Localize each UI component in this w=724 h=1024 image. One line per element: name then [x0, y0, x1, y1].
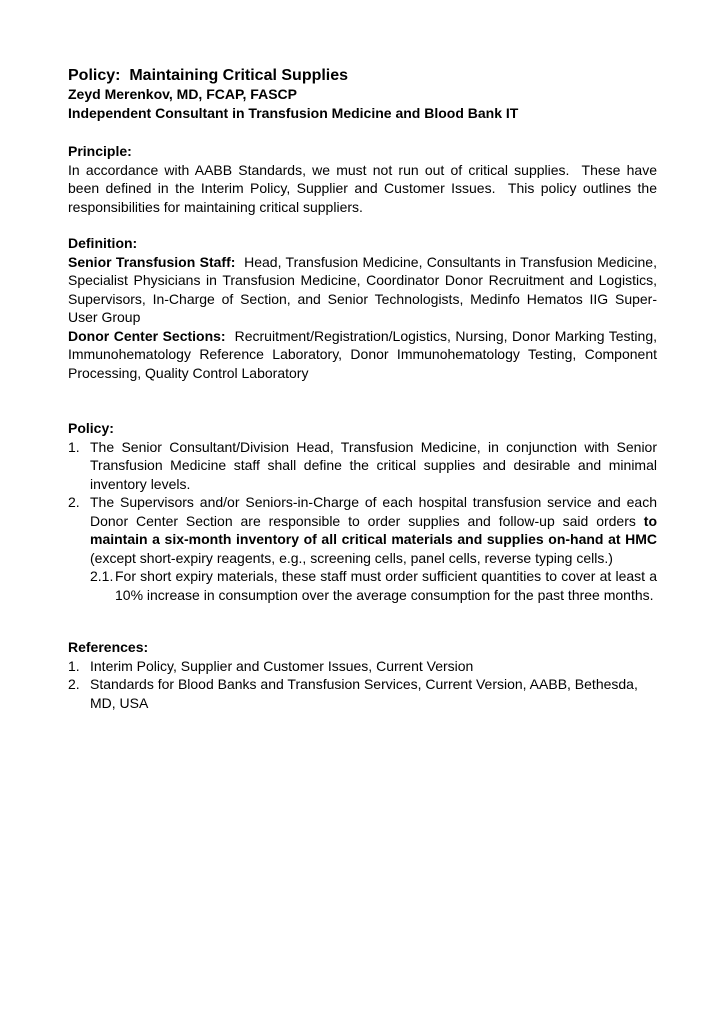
policy-item-text-after: (except short-expiry reagents, e.g., screening cells, panel cells, reverse typing cells.) — [90, 549, 613, 566]
policy-item-bold-run: to maintain a six-month inventory of all critical materials and supplies on-hand at HMC — [90, 512, 657, 547]
policy-item-text — [90, 493, 657, 567]
references-section — [68, 638, 657, 712]
policy-subitem — [90, 567, 657, 604]
policy-item-number: 1. — [68, 438, 80, 455]
reference-item-text: Interim Policy, Supplier and Customer Issues, Current Version — [90, 657, 474, 674]
principle-heading: Principle: — [68, 143, 132, 159]
reference-item-text: Standards for Blood Banks and Transfusion Services, Current Version, AABB, Bethesda, MD, USA — [90, 676, 638, 711]
policy-subitem-text: For short expiry materials, these staff must order sufficient quantities to cover at least a 10% increase in consumption over the average consumption for the past three months. — [115, 568, 657, 603]
reference-item-number: 2. — [68, 676, 80, 692]
policy-item — [68, 493, 657, 604]
reference-item — [68, 675, 657, 712]
principle-section — [68, 142, 657, 216]
definition-section — [68, 234, 657, 382]
policy-heading: Policy: — [68, 420, 114, 436]
definition-heading: Definition: — [68, 235, 138, 251]
document-title: Policy: Maintaining Critical Supplies — [68, 67, 349, 84]
reference-item — [68, 657, 657, 676]
definition-text: Head, Transfusion Medicine, Consultants in Transfusion Medicine, Specialist Physicians in Transfusion Medicine, Coordinator Donor Recruitment and Logistics, Supervisors, In-Charge of Section, and Senior Technologists, Medinfo Hematos IIG Super-User Group — [68, 253, 657, 325]
policy-item — [68, 438, 657, 494]
policy-item-text-run: The Senior Consultant/Division Head, Transfusion Medicine, in conjunction with Senior Transfusion Medicine staff shall define the critical supplies and desirable and minimal inventory levels. — [90, 438, 657, 492]
principle-body: In accordance with AABB Standards, we must not run out of critical supplies. These have been defined in the Interim Policy, Supplier and Customer Issues. This policy outlines the responsibilities for maintaining critical suppliers. — [68, 161, 657, 215]
references-heading: References: — [68, 639, 149, 655]
document-author-role: Independent Consultant in Transfusion Medicine and Blood Bank IT — [68, 105, 519, 121]
policy-item-text-run: The Supervisors and/or Seniors-in-Charge of each hospital transfusion service and each Donor Center Section are responsible to order supplies and follow-up said orders — [90, 494, 657, 529]
definition-item — [68, 253, 657, 327]
document-author: Zeyd Merenkov, MD, FCAP, FASCP — [68, 86, 297, 102]
document-header — [68, 66, 657, 123]
policy-subitem-number: 2.1. — [90, 568, 114, 584]
definition-term: Senior Transfusion Staff: — [68, 253, 236, 270]
definition-text: Recruitment/Registration/Logistics, Nursing, Donor Marking Testing, Immunohematology Reference Laboratory, Donor Immunohematology Testing, Component Processing, Quality Control Laboratory — [68, 327, 657, 381]
definition-item — [68, 327, 657, 383]
policy-section — [68, 419, 657, 604]
policy-item-body — [90, 493, 657, 604]
definition-term: Donor Center Sections: — [68, 327, 226, 344]
policy-item-number: 2. — [68, 494, 80, 510]
policy-item-text — [90, 438, 657, 494]
reference-item-number: 1. — [68, 657, 80, 674]
